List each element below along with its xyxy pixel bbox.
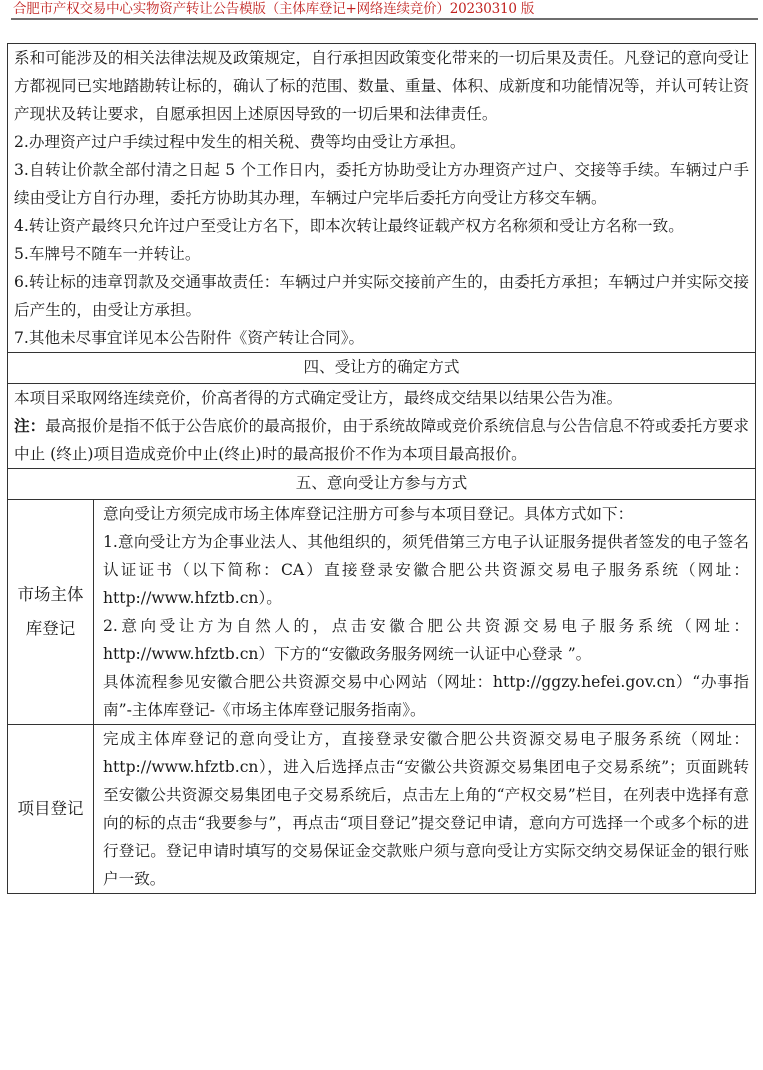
note-label: 注： (14, 416, 46, 435)
document-header-title: 合肥市产权交易中心实物资产转让公告模版（主体库登记+网络连续竞价）20230310 版 (13, 1, 535, 17)
section-4-note (14, 412, 749, 468)
section-4-title-row (8, 353, 756, 384)
registration-paragraph-1: 意向受让方须完成市场主体库登记注册方可参与本项目登记。具体方式如下： (103, 505, 634, 523)
note-text: 最高报价是指不低于公告底价的最高报价，由于系统故障或竞价系统信息与公告信息不符或委托方要求中止 (终止)项目造成竞价中止(终止)时的最高报价不作为本项目最高报价。 (14, 417, 749, 463)
label-line-1: 项目登记 (17, 799, 84, 818)
market-entity-registration-label (8, 500, 94, 725)
label-line-1: 市场主体 (17, 585, 84, 604)
transfer-terms-continued-row (8, 44, 756, 353)
project-registration-row (8, 725, 756, 894)
section-4-paragraph: 本项目采取网络连续竞价，价高者得的方式确定受让方，最终成交结果以结果公告为准。 (14, 389, 623, 407)
header-divider (11, 18, 758, 20)
section-4-content-row (8, 384, 756, 469)
terms-paragraph-2: 2.办理资产过户手续过程中发生的相关税、费等均由受让方承担。 (14, 133, 466, 151)
transfer-terms-cell (8, 44, 756, 353)
section-4-title: 四、受让方的确定方式 (8, 353, 756, 384)
registration-paragraph-4: 具体流程参见安徽合肥公共资源交易中心网站（网址：http://ggzy.hefei.gov.cn）“办事指南”-主体库登记-《市场主体库登记服务指南》。 (103, 673, 749, 719)
announcement-table (7, 43, 756, 894)
registration-paragraph-3: 2.意向受让方为自然人的，点击安徽合肥公共资源交易电子服务系统（网址：http://www.hfztb.cn）下方的“安徽政务服务网统一认证中心登录 ”。 (103, 617, 749, 663)
market-entity-registration-content (94, 500, 756, 725)
project-registration-content (94, 725, 756, 894)
label-line-2: 库登记 (25, 619, 76, 638)
terms-paragraph-7: 7.其他未尽事宜详见本公告附件《资产转让合同》。 (14, 329, 365, 347)
section-5-title: 五、意向受让方参与方式 (8, 469, 756, 500)
terms-paragraph-5: 5.车牌号不随车一并转让。 (14, 245, 201, 263)
project-registration-paragraph: 完成主体库登记的意向受让方，直接登录安徽合肥公共资源交易电子服务系统（网址：http://www.hfztb.cn），进入后选择点击“安徽公共资源交易集团电子交易系统”；页面跳转至安徽公共资源交易集团电子交易系统后，点击左上角的“产权交易”栏目，在列表中选择有意向的标的点击“我要参与”，再点击“项目登记”提交登记申请，意向方可选择一个或多个标的进行登记。登记申请时填写的交易保证金交款账户须与意向受让方实际交纳交易保证金的银行账户一致。 (103, 730, 749, 888)
terms-paragraph-3: 3.自转让价款全部付清之日起 5 个工作日内，委托方协助受让方办理资产过户、交接等手续。车辆过户手续由受让方自行办理，委托方协助其办理，车辆过户完毕后委托方向受让方移交车辆。 (14, 161, 749, 207)
terms-paragraph-4: 4.转让资产最终只允许过户至受让方名下，即本次转让最终证载产权方名称须和受让方名称一致。 (14, 217, 684, 235)
registration-paragraph-2: 1.意向受让方为企事业法人、其他组织的，须凭借第三方电子认证服务提供者签发的电子签名认证证书（以下简称：CA）直接登录安徽合肥公共资源交易电子服务系统（网址：http://www.hfztb.cn）。 (103, 533, 749, 607)
section-4-content-cell (8, 384, 756, 469)
terms-paragraph-1: 系和可能涉及的相关法律法规及政策规定，自行承担因政策变化带来的一切后果及责任。凡登记的意向受让方都视同已实地踏勘转让标的，确认了标的范围、数量、重量、体积、成新度和功能情况等，并认可转让资产现状及转让要求，自愿承担因上述原因导致的一切后果和法律责任。 (14, 49, 749, 123)
project-registration-label (8, 725, 94, 894)
terms-paragraph-6: 6.转让标的违章罚款及交通事故责任：车辆过户并实际交接前产生的，由委托方承担；车辆过户并实际交接后产生的，由受让方承担。 (14, 273, 749, 319)
section-5-title-row (8, 469, 756, 500)
market-entity-registration-row (8, 500, 756, 725)
